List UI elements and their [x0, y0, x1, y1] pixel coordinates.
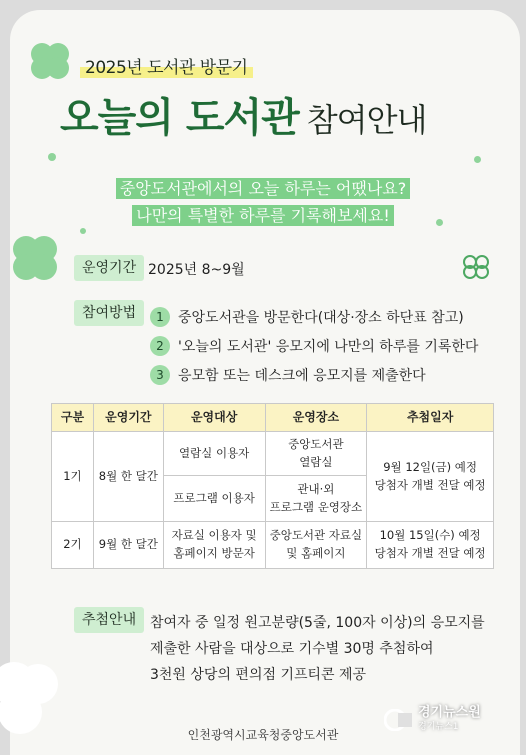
table-cell: 자료실 이용자 및 홈페이지 방문자 — [163, 522, 265, 569]
schedule-table — [51, 403, 494, 569]
step-2 — [150, 335, 478, 357]
step-number: 2 — [150, 336, 170, 356]
dot-decoration — [80, 228, 86, 234]
table-header-row — [52, 404, 494, 432]
lottery-line: 참여자 중 일정 원고분량(5줄, 100자 이상)의 응모지를 — [150, 615, 485, 631]
table-cell: 관내·외 프로그램 운영장소 — [265, 476, 367, 522]
news-watermark-logo — [384, 699, 526, 741]
table-header-cell: 운영장소 — [265, 404, 367, 432]
table-cell: 중앙도서관 자료실 및 홈페이지 — [265, 522, 367, 569]
table-cell: 열람실 이용자 — [163, 432, 265, 476]
table-cell: 1기 — [52, 432, 94, 522]
clover-decoration-mid-left — [10, 233, 60, 283]
page-title — [60, 86, 520, 143]
title-main: 오늘의 도서관 — [60, 95, 299, 141]
subtitle-text: 2025년 도서관 방문기 — [80, 58, 253, 78]
dot-decoration — [48, 153, 56, 161]
highlight-text: 나만의 특별한 하루를 기록해보세요! — [132, 205, 394, 226]
step-text: 응모함 또는 데스크에 응모지를 제출한다 — [178, 368, 426, 384]
clover-decoration-top-left — [28, 40, 72, 82]
footer-organization: 인천광역시교육청중앙도서관 — [187, 728, 339, 742]
step-number: 1 — [150, 307, 170, 327]
lottery-line: 3천원 상당의 편의점 기프티콘 제공 — [150, 667, 367, 683]
table-cell: 10월 15일(수) 예정 당첨자 개별 전달 예정 — [367, 522, 494, 569]
table-row — [52, 432, 494, 476]
highlight-text: 중앙도서관에서의 오늘 하루는 어땠나요? — [116, 178, 411, 199]
news-logo-bottom: 경기뉴스1 — [418, 722, 459, 732]
news-logo-text — [418, 706, 481, 734]
period-label: 운영기간 — [74, 255, 144, 281]
table-cell: 9월 한 달간 — [93, 522, 163, 569]
table-header-cell: 운영대상 — [163, 404, 265, 432]
lottery-label: 추첨안내 — [74, 607, 144, 633]
step-3 — [150, 364, 426, 386]
step-text: 중앙도서관을 방문한다(대상·장소 하단표 참고) — [178, 310, 464, 326]
step-number: 3 — [150, 365, 170, 385]
table-cell: 8월 한 달간 — [93, 432, 163, 522]
subtitle — [80, 53, 253, 78]
table-header-cell: 운영기간 — [93, 404, 163, 432]
table-cell: 프로그램 이용자 — [163, 476, 265, 522]
highlight-line-2 — [0, 203, 526, 226]
table-cell: 9월 12일(금) 예정 당첨자 개별 전달 예정 — [367, 432, 494, 522]
table-header-cell: 추첨일자 — [367, 404, 494, 432]
step-text: '오늘의 도서관' 응모지에 나만의 하루를 기록한다 — [178, 339, 479, 355]
table-header-cell: 구분 — [52, 404, 94, 432]
step-1 — [150, 306, 464, 328]
lottery-line: 제출한 사람을 대상으로 기수별 30명 추첨하여 — [150, 641, 434, 657]
news-logo-icon — [384, 709, 414, 731]
table-cell: 중앙도서관 열람실 — [265, 432, 367, 476]
table-cell: 2기 — [52, 522, 94, 569]
lottery-text — [150, 610, 485, 688]
dot-decoration — [474, 156, 481, 163]
table-row — [52, 522, 494, 569]
news-logo-top: 경기뉴스원 — [418, 705, 481, 720]
period-value: 2025년 8~9월 — [148, 262, 245, 278]
title-sub: 참여안내 — [306, 101, 427, 139]
method-label: 참여방법 — [74, 300, 144, 326]
highlight-line-1 — [0, 176, 526, 199]
clover-outline-decoration — [460, 252, 492, 282]
